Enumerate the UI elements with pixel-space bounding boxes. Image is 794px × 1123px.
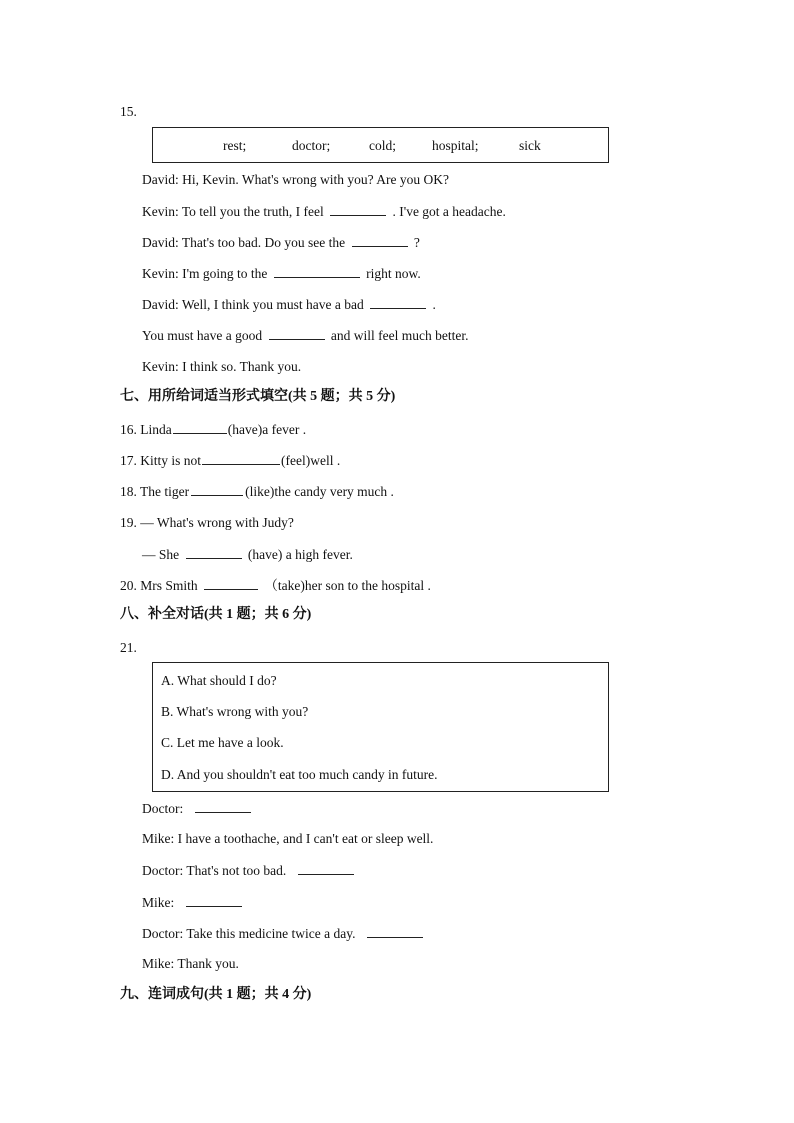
item-text: (have) a high fever. (247, 547, 353, 562)
line-text: Mike: (142, 895, 175, 910)
dialogue-line (142, 327, 468, 344)
item-text: （take)her son to the hospital . (264, 578, 431, 593)
option-d: D. And you shouldn't eat too much candy in future. (161, 767, 438, 782)
dialogue-line (142, 359, 301, 375)
item-text: — She (142, 547, 180, 562)
answer-blank[interactable] (330, 203, 386, 216)
item-text: (feel)well . (281, 453, 341, 468)
answer-blank[interactable] (191, 483, 243, 496)
dialogue-line (142, 800, 254, 817)
item-text: (have)a fever . (227, 422, 307, 437)
dialogue-line (142, 203, 506, 220)
line-text: Kevin: I'm going to the (142, 266, 268, 281)
question-item (120, 483, 394, 500)
word-bank-box (152, 127, 609, 163)
line-text: Doctor: That's not too bad. (142, 863, 287, 878)
question-number: 15. (120, 104, 137, 119)
answer-blank[interactable] (186, 894, 242, 907)
answer-blank[interactable] (367, 925, 423, 938)
item-text: (like)the candy very much . (245, 484, 394, 499)
options-box (152, 662, 609, 792)
question-number: 21. (120, 640, 137, 655)
line-text: . (432, 297, 436, 312)
option-b: B. What's wrong with you? (161, 704, 309, 719)
question-item (120, 577, 431, 594)
dialogue-line (142, 172, 449, 188)
line-text: Kevin: I think so. Thank you. (142, 359, 302, 374)
line-text: David: Well, I think you must have a bad (142, 297, 364, 312)
word-bank-item: hospital; (432, 138, 479, 153)
dialogue-line (142, 956, 239, 972)
dialogue-line (142, 894, 245, 911)
answer-blank[interactable] (202, 452, 280, 465)
section-title: 八、补全对话(共 1 题；共 6 分) (120, 607, 312, 622)
answer-blank[interactable] (274, 265, 360, 278)
line-text: Kevin: To tell you the truth, I feel (142, 204, 324, 219)
option-a: A. What should I do? (161, 673, 277, 688)
item-text: 18. The tiger (120, 484, 190, 499)
line-text: You must have a good (142, 328, 263, 343)
line-text: Doctor: Take this medicine twice a day. (142, 926, 356, 941)
answer-blank[interactable] (186, 546, 242, 559)
question-item (120, 515, 294, 531)
word-bank-item: doctor; (292, 138, 331, 153)
option-c: C. Let me have a look. (161, 735, 284, 750)
dialogue-line (142, 234, 420, 251)
answer-blank[interactable] (173, 421, 227, 434)
section-title: 七、用所给词适当形式填空(共 5 题；共 5 分) (120, 389, 396, 404)
word-bank-item: sick (519, 138, 541, 153)
line-text: Mike: I have a toothache, and I can't eat or sleep well. (142, 831, 434, 846)
word-bank-item: cold; (369, 138, 396, 153)
question-item (120, 452, 340, 469)
dialogue-line (142, 265, 421, 282)
line-text: . I've got a headache. (392, 204, 506, 219)
line-text: right now. (366, 266, 421, 281)
line-text: David: Hi, Kevin. What's wrong with you? Are you OK? (142, 172, 450, 187)
answer-blank[interactable] (370, 296, 426, 309)
answer-blank[interactable] (195, 800, 251, 813)
item-text: 16. Linda (120, 422, 172, 437)
line-text: Mike: Thank you. (142, 956, 239, 971)
line-text: David: That's too bad. Do you see the (142, 235, 346, 250)
item-text: 20. Mrs Smith (120, 578, 198, 593)
line-text: Doctor: (142, 801, 184, 816)
answer-blank[interactable] (352, 234, 408, 247)
item-text: 19. — What's wrong with Judy? (120, 515, 294, 530)
dialogue-line (142, 296, 436, 313)
dialogue-line (142, 831, 433, 847)
dialogue-line (142, 925, 426, 942)
answer-blank[interactable] (204, 577, 258, 590)
question-item (120, 421, 306, 438)
answer-blank[interactable] (298, 862, 354, 875)
question-item (142, 546, 353, 563)
item-text: 17. Kitty is not (120, 453, 202, 468)
section-title: 九、连词成句(共 1 题；共 4 分) (120, 987, 312, 1002)
line-text: and will feel much better. (330, 328, 469, 343)
word-bank-item: rest; (223, 138, 247, 153)
answer-blank[interactable] (269, 327, 325, 340)
line-text: ? (413, 235, 420, 250)
dialogue-line (142, 862, 357, 879)
